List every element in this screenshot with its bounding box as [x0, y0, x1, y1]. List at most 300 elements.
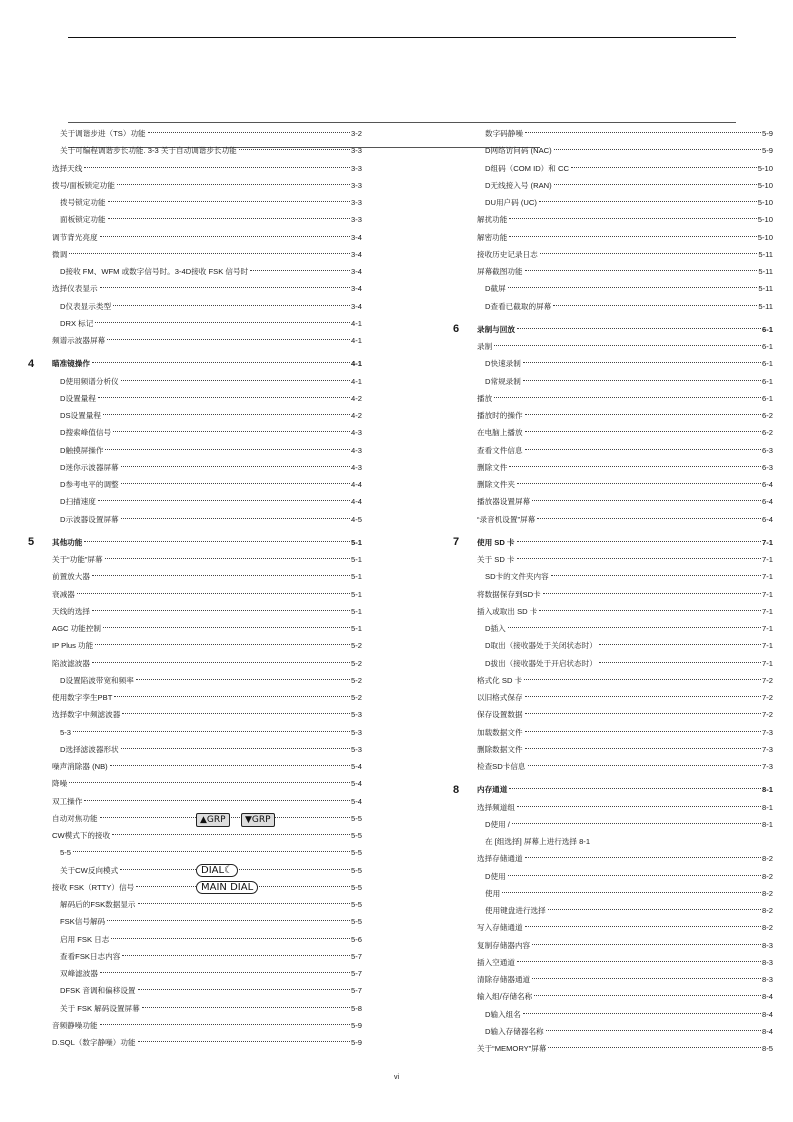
- toc-entry[interactable]: [477, 263, 773, 280]
- toc-entry[interactable]: [477, 1023, 773, 1040]
- toc-entry-label: D迷你示波器屏幕: [60, 462, 119, 472]
- toc-entry-label: DS设置量程: [60, 411, 101, 421]
- toc-entry[interactable]: [477, 424, 773, 441]
- dot-leader: [100, 972, 350, 973]
- dot-leader: [84, 167, 350, 168]
- toc-entry-label: 双工操作: [52, 796, 83, 806]
- toc-entry[interactable]: [52, 568, 362, 585]
- toc-entry-page: 5-10: [757, 163, 773, 173]
- toc-entry-page: 5-5: [351, 865, 362, 875]
- toc-entry-page: 7-3: [762, 727, 773, 737]
- toc-entry[interactable]: [477, 919, 773, 936]
- toc-entry-page: 4-4: [351, 480, 362, 490]
- dot-leader: [105, 558, 350, 559]
- toc-entry-page: 8-4: [762, 992, 773, 1002]
- toc-entry[interactable]: [477, 280, 773, 297]
- dot-leader: [523, 362, 761, 363]
- toc-entry[interactable]: [477, 568, 773, 585]
- toc-entry-label: “录音机设置”屏幕: [477, 514, 536, 524]
- toc-entry[interactable]: [477, 689, 773, 706]
- toc-entry[interactable]: [52, 142, 362, 159]
- toc-entry-page: 5-2: [351, 641, 362, 651]
- toc-entry[interactable]: [477, 954, 773, 971]
- toc-entry-page: 3-3: [351, 163, 362, 173]
- toc-entry-label: D参考电平的调整: [60, 480, 119, 490]
- toc-entry[interactable]: [52, 125, 362, 142]
- toc-entry-label: 内存通道: [477, 785, 508, 795]
- page-number: vi: [393, 1074, 400, 1081]
- toc-entry[interactable]: [52, 298, 362, 315]
- toc-entry-page: 4-3: [351, 445, 362, 455]
- dot-leader: [517, 483, 761, 484]
- toc-entry-label: 其他功能: [52, 537, 83, 547]
- toc-entry-label: 保存设置数据: [477, 710, 523, 720]
- toc-entry-page: 4-2: [351, 411, 362, 421]
- toc-entry[interactable]: [52, 965, 362, 982]
- toc-entry-page: 7-1: [762, 658, 773, 668]
- toc-entry-label: D快速录制: [485, 359, 521, 369]
- toc-entry[interactable]: [52, 424, 362, 441]
- chapter-number: 8: [453, 783, 460, 796]
- toc-entry-page: 3-4: [351, 232, 362, 242]
- dot-leader: [517, 961, 761, 962]
- dot-leader: [95, 644, 350, 645]
- toc-entry[interactable]: [477, 971, 773, 988]
- toc-entry[interactable]: [52, 982, 362, 999]
- toc-entry-label: D取出（接收器处于关闭状态时）: [485, 641, 597, 651]
- toc-entry[interactable]: [477, 758, 773, 775]
- toc-entry-label: 复制存储器内容: [477, 940, 531, 950]
- toc-entry-page: 6-3: [762, 445, 773, 455]
- dot-leader: [69, 253, 350, 254]
- toc-entry-label: 关于调谐步进（TS）功能: [60, 129, 146, 139]
- dot-leader: [107, 339, 350, 340]
- toc-entry-page: 7-1: [762, 589, 773, 599]
- chapter-heading[interactable]: [453, 534, 773, 551]
- toc-entry-page: 7-1: [762, 641, 773, 651]
- toc-entry-label: D输入存储器名称: [485, 1026, 544, 1036]
- dot-leader: [73, 851, 350, 852]
- toc-entry[interactable]: [52, 706, 362, 723]
- toc-entry-label: CW模式下的接收: [52, 831, 111, 841]
- dot-leader: [525, 132, 761, 133]
- toc-entry-page: 8-3: [762, 975, 773, 985]
- toc-entry[interactable]: [52, 246, 362, 263]
- toc-entry[interactable]: [477, 355, 773, 372]
- toc-entry-page: 6-1: [762, 376, 773, 386]
- toc-entry-page: 7-3: [762, 762, 773, 772]
- toc-entry[interactable]: [477, 1006, 773, 1023]
- toc-entry-page: 4-1: [351, 376, 362, 386]
- toc-entry-page: 7-2: [762, 675, 773, 685]
- toc-entry[interactable]: [52, 280, 362, 297]
- dot-leader: [103, 414, 350, 415]
- toc-entry-page: 5-7: [351, 969, 362, 979]
- toc-entry[interactable]: [477, 637, 773, 654]
- dot-leader: [509, 466, 761, 467]
- dot-leader: [508, 287, 758, 288]
- toc-entry[interactable]: [52, 315, 362, 332]
- dot-leader: [525, 731, 761, 732]
- toc-entry[interactable]: [477, 511, 773, 528]
- dot-leader: [73, 731, 350, 732]
- toc-entry-label: D网络访问码 (NAC): [485, 146, 552, 156]
- toc-entry[interactable]: [477, 177, 773, 194]
- toc-entry[interactable]: [477, 672, 773, 689]
- dot-leader: [508, 627, 761, 628]
- toc-entry[interactable]: [52, 896, 362, 913]
- dot-leader: [121, 483, 350, 484]
- toc-entry[interactable]: [477, 741, 773, 758]
- toc-entry[interactable]: [52, 493, 362, 510]
- top-rule: [68, 37, 736, 38]
- dot-leader: [546, 1030, 761, 1031]
- toc-entry[interactable]: [52, 551, 362, 568]
- toc-entry-label: D触摸屏操作: [60, 445, 104, 455]
- toc-entry-page: 6-4: [762, 514, 773, 524]
- toc-entry-label: 瞄准镜操作: [52, 359, 90, 369]
- toc-entry[interactable]: [52, 844, 362, 861]
- dot-leader: [250, 270, 350, 271]
- dot-leader: [532, 944, 761, 945]
- toc-entry[interactable]: [477, 459, 773, 476]
- toc-entry[interactable]: [52, 827, 362, 844]
- toc-entry-label: D使用: [485, 871, 506, 881]
- toc-entry[interactable]: [477, 551, 773, 568]
- toc-entry-page: 6-1: [762, 359, 773, 369]
- toc-entry-page: 5-2: [351, 658, 362, 668]
- toc-entry-page: 7-2: [762, 710, 773, 720]
- dot-leader: [92, 362, 350, 363]
- toc-entry[interactable]: [477, 229, 773, 246]
- toc-entry-label: 查看FSK日志内容: [60, 951, 121, 961]
- dot-leader: [539, 201, 757, 202]
- toc-entry-page: 8-1: [762, 802, 773, 812]
- toc-entry[interactable]: [477, 160, 773, 177]
- dot-leader: [92, 610, 350, 611]
- toc-entry[interactable]: [52, 603, 362, 620]
- toc-entry[interactable]: [477, 476, 773, 493]
- toc-entry[interactable]: [477, 655, 773, 672]
- toc-entry-label: AGC 功能控制: [52, 624, 101, 634]
- dot-leader: [103, 627, 350, 628]
- toc-entry-label: 自动对焦功能: [52, 813, 98, 823]
- dot-leader: [142, 1007, 350, 1008]
- toc-entry[interactable]: [477, 586, 773, 603]
- toc-entry-page: 7-1: [762, 624, 773, 634]
- dot-leader: [543, 593, 761, 594]
- chapter-heading[interactable]: [453, 781, 773, 798]
- dot-leader: [92, 575, 350, 576]
- chapter-heading[interactable]: [453, 321, 773, 338]
- toc-entry[interactable]: [52, 1034, 362, 1051]
- toc-entry-label: IP Plus 功能: [52, 641, 94, 651]
- toc-entry-page: 3-2: [351, 129, 362, 139]
- toc-entry-label: FSK信号解码: [60, 917, 106, 927]
- dot-leader: [136, 679, 350, 680]
- toc-entry-label: 拨号锁定功能: [60, 198, 106, 208]
- toc-entry-label: 检查SD卡信息: [477, 762, 526, 772]
- toc-entry[interactable]: [477, 211, 773, 228]
- toc-entry-page: 6-2: [762, 428, 773, 438]
- toc-entry-page: 8-1: [762, 785, 773, 795]
- toc-entry[interactable]: [477, 442, 773, 459]
- toc-entry[interactable]: [52, 637, 362, 654]
- toc-entry-label: D设置量程: [60, 393, 96, 403]
- toc-entry-page: 8-4: [762, 1026, 773, 1036]
- toc-entry[interactable]: [477, 724, 773, 741]
- toc-entry[interactable]: [52, 211, 362, 228]
- dot-leader: [138, 903, 350, 904]
- toc-entry-label: D.SQL（数字静噪）功能: [52, 1038, 136, 1048]
- dot-leader: [122, 955, 350, 956]
- toc-entry[interactable]: [477, 493, 773, 510]
- dot-leader: [525, 414, 761, 415]
- toc-entry-page: 5-4: [351, 796, 362, 806]
- dot-leader: [77, 593, 350, 594]
- toc-entry-page: 5-9: [762, 146, 773, 156]
- dot-leader: [138, 989, 350, 990]
- toc-entry-label: 播放时的操作: [477, 411, 523, 421]
- dot-leader: [138, 1041, 350, 1042]
- dot-leader: [494, 397, 761, 398]
- toc-entry-label: DFSK 音调和偏移设置: [60, 986, 136, 996]
- toc-entry-page: 5-5: [351, 831, 362, 841]
- dot-leader: [517, 558, 761, 559]
- toc-entry-page: 5-5: [351, 813, 362, 823]
- toc-right-column: [453, 125, 773, 1057]
- toc-entry[interactable]: [52, 620, 362, 637]
- toc-entry[interactable]: [52, 177, 362, 194]
- toc-entry[interactable]: [477, 850, 773, 867]
- toc-entry-page: 5-7: [351, 986, 362, 996]
- toc-entry-label: 衰减器: [52, 589, 75, 599]
- dot-leader: [148, 132, 350, 133]
- toc-entry[interactable]: [477, 142, 773, 159]
- toc-entry[interactable]: [52, 913, 362, 930]
- toc-entry[interactable]: [52, 407, 362, 424]
- toc-entry[interactable]: [52, 332, 362, 349]
- toc-entry[interactable]: [52, 931, 362, 948]
- toc-entry[interactable]: [52, 1017, 362, 1034]
- toc-entry-label: 删除文件夹: [477, 480, 515, 490]
- toc-entry[interactable]: [52, 263, 362, 280]
- toc-entry[interactable]: [477, 373, 773, 390]
- toc-entry-label: 录制与回放: [477, 324, 515, 334]
- toc-entry-page: 5-5: [351, 900, 362, 910]
- toc-entry-label: 插入或取出 SD 卡: [477, 606, 538, 616]
- dot-leader: [525, 926, 761, 927]
- dot-leader: [98, 500, 350, 501]
- dot-leader: [239, 149, 350, 150]
- toc-entry[interactable]: [477, 407, 773, 424]
- dot-leader: [114, 696, 350, 697]
- toc-entry-label: 插入空通道: [477, 957, 515, 967]
- chapter-number: 4: [28, 357, 35, 370]
- toc-entry[interactable]: [477, 390, 773, 407]
- toc-entry-page: 5-1: [351, 589, 362, 599]
- toc-entry[interactable]: [52, 390, 362, 407]
- toc-entry-label: 在 [组选择] 屏幕上进行选择 8-1: [485, 837, 591, 847]
- toc-entry[interactable]: [477, 799, 773, 816]
- toc-entry-label: D查看已截取的屏幕: [485, 301, 552, 311]
- chapter-heading[interactable]: [28, 534, 362, 551]
- toc-entry-page: 7-1: [762, 555, 773, 565]
- toc-entry[interactable]: [52, 459, 362, 476]
- toc-entry[interactable]: [477, 816, 773, 833]
- toc-entry-label: 使用键盘进行选择: [485, 906, 546, 916]
- toc-entry-page: 5-11: [758, 267, 773, 277]
- toc-entry-label: 关于“MEMORY”屏幕: [477, 1044, 547, 1054]
- toc-entry[interactable]: [52, 758, 362, 775]
- toc-entry-page: 5-9: [351, 1020, 362, 1030]
- dot-leader: [113, 431, 350, 432]
- dot-leader: [110, 765, 350, 766]
- toc-entry-page: 3-3: [351, 198, 362, 208]
- toc-entry-page: 4-5: [351, 514, 362, 524]
- toc-entry[interactable]: [477, 338, 773, 355]
- toc-entry[interactable]: [52, 775, 362, 792]
- toc-entry[interactable]: [52, 672, 362, 689]
- toc-entry[interactable]: [52, 229, 362, 246]
- toc-entry-label: 数字码静噪: [485, 129, 523, 139]
- toc-entry-label: 加载数据文件: [477, 727, 523, 737]
- toc-entry-label: 格式化 SD 卡: [477, 675, 523, 685]
- dot-leader: [517, 328, 761, 329]
- toc-entry-label: 选择频道组: [477, 802, 515, 812]
- toc-entry-label: 删除数据文件: [477, 744, 523, 754]
- toc-entry[interactable]: [52, 1000, 362, 1017]
- toc-entry-label: 将数据保存到SD卡: [477, 589, 541, 599]
- toc-entry[interactable]: [52, 373, 362, 390]
- dot-leader: [554, 184, 757, 185]
- toc-entry-label: D扫描速度: [60, 497, 96, 507]
- toc-entry-page: 5-5: [351, 917, 362, 927]
- toc-entry[interactable]: [477, 833, 773, 850]
- toc-entry-page: 6-4: [762, 497, 773, 507]
- dot-leader: [524, 679, 761, 680]
- toc-entry-page: 3-3: [351, 146, 362, 156]
- toc-entry-page: 5-3: [351, 744, 362, 754]
- toc-entry-page: 5-7: [351, 951, 362, 961]
- toc-entry-label: 删除文件: [477, 462, 508, 472]
- toc-entry-label: D截屏: [485, 284, 506, 294]
- toc-entry-page: 5-1: [351, 572, 362, 582]
- toc-entry[interactable]: [52, 586, 362, 603]
- dot-leader: [548, 909, 761, 910]
- dot-leader: [525, 748, 761, 749]
- toc-entry[interactable]: [52, 194, 362, 211]
- toc-entry[interactable]: [477, 298, 773, 315]
- grp-down-key-icon: ▼GRP: [241, 813, 275, 827]
- toc-entry-label: 前置放大器: [52, 572, 90, 582]
- toc-entry[interactable]: [52, 793, 362, 810]
- toc-entry-label: 双峰滤波器: [60, 969, 98, 979]
- toc-entry[interactable]: [52, 741, 362, 758]
- toc-entry-page: 3-3: [351, 180, 362, 190]
- toc-entry-page: 4-1: [351, 318, 362, 328]
- toc-entry[interactable]: [52, 655, 362, 672]
- toc-entry-page: 5-1: [351, 606, 362, 616]
- toc-entry[interactable]: [477, 937, 773, 954]
- toc-entry-page: 3-4: [351, 301, 362, 311]
- toc-entry[interactable]: [477, 1040, 773, 1057]
- toc-entry-page: 4-2: [351, 393, 362, 403]
- dot-leader: [525, 431, 761, 432]
- dot-leader: [508, 875, 761, 876]
- toc-entry-page: 5-10: [757, 232, 773, 242]
- toc-entry-label: 拨号/面板锁定功能: [52, 180, 115, 190]
- toc-entry-page: 7-3: [762, 744, 773, 754]
- dot-leader: [528, 765, 761, 766]
- toc-entry[interactable]: [52, 724, 362, 741]
- dot-leader: [98, 397, 350, 398]
- toc-entry-page: 5-4: [351, 762, 362, 772]
- toc-entry[interactable]: [477, 988, 773, 1005]
- toc-entry-page: 5-11: [758, 249, 773, 259]
- toc-entry[interactable]: [52, 689, 362, 706]
- toc-entry-page: 5-1: [351, 624, 362, 634]
- dot-leader: [100, 287, 350, 288]
- dot-leader: [502, 892, 761, 893]
- toc-entry-label: 关于 FSK 解码设置屏幕: [60, 1003, 140, 1013]
- dot-leader: [525, 696, 761, 697]
- toc-entry[interactable]: [477, 902, 773, 919]
- toc-entry[interactable]: [477, 603, 773, 620]
- toc-entry[interactable]: [477, 620, 773, 637]
- toc-entry-page: 5-5: [351, 882, 362, 892]
- toc-entry-page: 6-1: [762, 393, 773, 403]
- toc-entry-label: 解码后的FSK数据显示: [60, 900, 136, 910]
- toc-entry-label: 写入存储通道: [477, 923, 523, 933]
- dot-leader: [554, 149, 761, 150]
- toc-entry-label: 查看文件信息: [477, 445, 523, 455]
- toc-entry[interactable]: [477, 706, 773, 723]
- toc-entry[interactable]: [52, 511, 362, 528]
- dot-leader: [525, 857, 761, 858]
- toc-entry-label: D拔出（接收器处于开启状态时）: [485, 658, 597, 668]
- toc-entry-page: 5-8: [351, 1003, 362, 1013]
- dot-leader: [112, 834, 350, 835]
- toc-entry[interactable]: [477, 868, 773, 885]
- toc-left-column: [28, 125, 362, 1051]
- toc-entry[interactable]: [477, 125, 773, 142]
- toc-entry-page: 8-2: [762, 854, 773, 864]
- chapter-heading[interactable]: [28, 355, 362, 372]
- toc-entry-label: 启用 FSK 日志: [60, 934, 110, 944]
- chapter-number: 6: [453, 323, 460, 336]
- header-rule: [68, 122, 736, 123]
- toc-entry-label: 调节背光亮度: [52, 232, 98, 242]
- toc-entry-page: 4-3: [351, 428, 362, 438]
- toc-entry-page: 3-4: [351, 284, 362, 294]
- toc-entry[interactable]: [52, 948, 362, 965]
- toc-entry[interactable]: [52, 442, 362, 459]
- toc-entry[interactable]: [477, 885, 773, 902]
- toc-entry[interactable]: [477, 194, 773, 211]
- toc-entry-label: 5-5: [60, 848, 71, 858]
- dot-leader: [553, 305, 757, 306]
- toc-entry[interactable]: [52, 160, 362, 177]
- toc-entry-label: 屏幕截图功能: [477, 267, 523, 277]
- toc-entry-page: 7-1: [762, 572, 773, 582]
- toc-entry-label: DRX 标记: [60, 318, 94, 328]
- toc-entry[interactable]: [477, 246, 773, 263]
- toc-entry-label: SD卡的文件夹内容: [485, 572, 549, 582]
- toc-entry[interactable]: [52, 476, 362, 493]
- toc-entry-label: 频谱示波器屏幕: [52, 336, 106, 346]
- toc-entry-page: 4-3: [351, 462, 362, 472]
